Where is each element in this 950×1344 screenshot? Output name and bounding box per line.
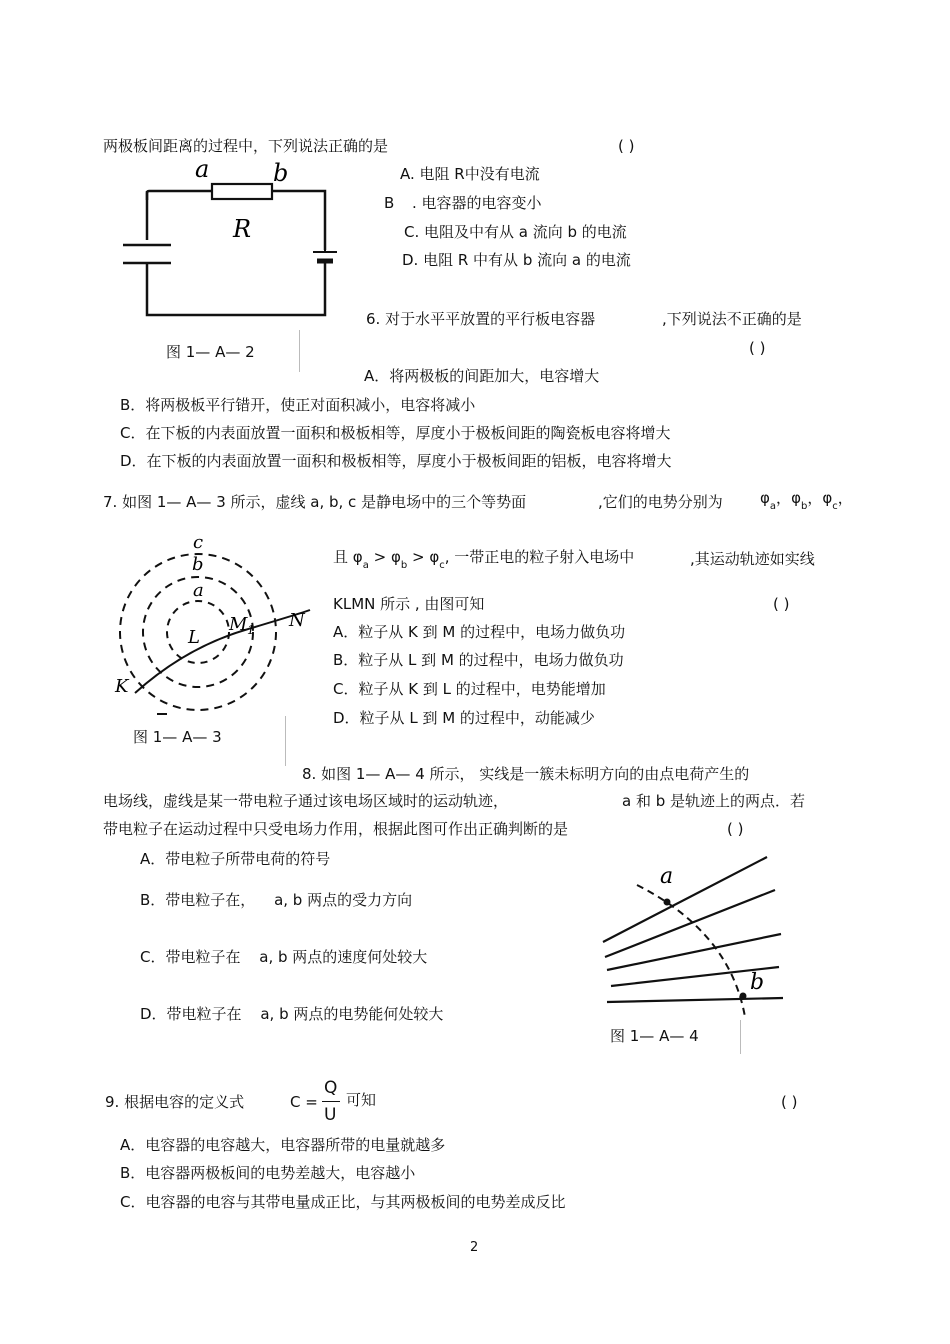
figure-1-a-3 xyxy=(105,530,320,720)
q9-numerator: Q xyxy=(324,1078,338,1098)
figure-1-a-4-caption: 图 1— A— 4 xyxy=(610,1027,699,1045)
q8-answer-paren: ( ) xyxy=(727,820,744,838)
comma: ， xyxy=(837,489,853,507)
field-line-5 xyxy=(607,998,783,1002)
sub-c: c xyxy=(439,560,445,571)
q7-line2-prefix: 且 xyxy=(333,548,353,566)
phi-symbol: φ xyxy=(429,548,440,566)
label-l: L xyxy=(188,627,200,648)
q8-line2b: a 和 b 是轨迹上的两点．若 xyxy=(622,792,806,810)
phi-symbol: φ xyxy=(760,489,770,507)
q8-option-d-ab: a, b xyxy=(260,1005,289,1023)
q8-option-c-post: 两点的速度何处较大 xyxy=(292,948,428,966)
label-m: M xyxy=(229,614,248,635)
q8-line3: 带电粒子在运动过程中只受电场力作用，根据此图可作出正确判断的是 xyxy=(103,820,569,838)
divider xyxy=(285,716,286,766)
fraction-bar xyxy=(322,1101,340,1102)
q7-option-d: D．粒子从 L 到 M 的过程中，动能减少 xyxy=(333,709,595,727)
label-a: a xyxy=(193,580,204,601)
q8-option-b-post: 两点的受力方向 xyxy=(307,891,413,909)
figure-1-a-2-caption: 图 1— A— 2 xyxy=(166,343,255,361)
q7-option-a: A．粒子从 K 到 M 的过程中，电场力做负功 xyxy=(333,623,626,641)
figure-1-a-4 xyxy=(595,852,795,1027)
q6-answer-paren: ( ) xyxy=(749,339,766,357)
q9-answer-paren: ( ) xyxy=(781,1093,798,1111)
q6-option-d: D．在下板的内表面放置一面积和极板相等，厚度小于极板间距的铝板，电容将增大 xyxy=(120,452,672,470)
q7-potentials xyxy=(760,488,853,511)
gt: > xyxy=(368,548,391,566)
q8-option-d-pre: D．带电粒子在 xyxy=(140,1005,242,1023)
figure-label-b: b xyxy=(273,159,289,187)
label-k: K xyxy=(115,676,129,697)
q9-option-c: C．电容器的电容与其带电量成正比，与其两极板间的电势差成反比 xyxy=(120,1193,566,1211)
divider xyxy=(299,330,300,372)
q6-stem: 6. 对于水平平放置的平行板电容器 xyxy=(366,310,596,328)
q8-option-c-ab: a, b xyxy=(259,948,288,966)
q7-line2 xyxy=(333,547,634,570)
field-line-3 xyxy=(607,934,781,970)
q8-option-c-pre: C．带电粒子在 xyxy=(140,948,241,966)
figure-label-r: R xyxy=(233,215,252,243)
q8-line2a: 电场线，虚线是某一带电粒子通过该电场区域时的运动轨迹， xyxy=(103,792,509,810)
q5-option-b-letter: B xyxy=(384,194,395,212)
q7-stem: 7. 如图 1— A— 3 所示，虚线 a, b, c 是静电场中的三个等势面 xyxy=(103,493,527,511)
sub-b: b xyxy=(800,501,808,512)
phi-symbol: φ xyxy=(352,548,363,566)
q9-option-b: B．电容器两极板间的电势差越大，电容越小 xyxy=(120,1164,416,1182)
resistor-r xyxy=(212,184,272,199)
q5-option-c: C. 电阻及中有从 a 流向 b 的电流 xyxy=(404,223,627,241)
label-c: c xyxy=(193,532,204,553)
q8-option-c xyxy=(140,947,427,967)
point-a xyxy=(664,899,671,906)
q6-option-c: C．在下板的内表面放置一面积和极板相等，厚度小于极板间距的陶瓷板电容将增大 xyxy=(120,424,671,442)
sub-a: a xyxy=(362,560,369,571)
q7-line2-tail: , 一带正电的粒子射入电场中 xyxy=(444,548,635,566)
q5-option-a: A. 电阻 R中没有电流 xyxy=(400,165,540,183)
phi-symbol: φ xyxy=(822,489,833,507)
q8-option-b xyxy=(140,890,412,910)
q7-line3: KLMN 所示 , 由图可知 xyxy=(333,595,485,613)
q7-line2-tail2: ,其运动轨迹如实线 xyxy=(690,550,815,568)
q9-stem: 9. 根据电容的定义式 xyxy=(105,1093,245,1111)
q7-option-c: C．粒子从 K 到 L 的过程中，电势能增加 xyxy=(333,680,606,698)
page-number: 2 xyxy=(470,1240,479,1255)
gt: > xyxy=(407,548,430,566)
q8-option-d-post: 两点的电势能何处较大 xyxy=(293,1005,444,1023)
q9-stem-tail: 可知 xyxy=(346,1091,377,1109)
label-a: a xyxy=(660,864,674,889)
label-n: N xyxy=(289,610,305,631)
point-b xyxy=(740,993,747,1000)
q8-option-b-pre: B．带电粒子在， xyxy=(140,891,256,909)
trajectory-dashed xyxy=(637,885,745,1017)
sub-a: a xyxy=(769,501,777,512)
figure-label-a: a xyxy=(195,155,210,183)
q8-stem: 8. 如图 1— A— 4 所示， 实线是一簇未标明方向的由点电荷产生的 xyxy=(302,765,750,783)
q8-option-a: A．带电粒子所带电荷的符号 xyxy=(140,850,331,868)
comma: ， xyxy=(807,489,823,507)
q9-formula-lhs: C = xyxy=(290,1093,318,1111)
label-m-sub: 1 xyxy=(247,623,255,637)
q7-answer-paren: ( ) xyxy=(773,595,790,613)
label-b: b xyxy=(750,970,765,995)
comma: ， xyxy=(776,489,792,507)
label-b: b xyxy=(192,554,204,575)
q8-option-d xyxy=(140,1004,443,1024)
q6-option-b: B．将两极板平行错开，使正对面积减小，电容将减小 xyxy=(120,396,476,414)
phi-symbol: φ xyxy=(791,489,801,507)
q5-stem: 两极板间距离的过程中，下列说法正确的是 xyxy=(103,137,389,155)
q8-option-b-ab: a, b xyxy=(274,891,303,909)
q9-option-a: A．电容器的电容越大，电容器所带的电量就越多 xyxy=(120,1136,446,1154)
phi-symbol: φ xyxy=(390,548,401,566)
q5-option-d: D. 电阻 R 中有从 b 流向 a 的电流 xyxy=(402,251,631,269)
field-line-1 xyxy=(603,857,767,942)
divider xyxy=(740,1020,741,1054)
q6-stem-tail: ,下列说法不正确的是 xyxy=(662,310,802,328)
sub-b: b xyxy=(400,560,408,571)
q9-denominator: U xyxy=(324,1105,337,1125)
q7-stem-tail: ,它们的电势分别为 xyxy=(598,493,723,511)
q5-option-b: . 电容器的电容变小 xyxy=(412,194,542,212)
q6-option-a: A．将两极板的间距加大，电容增大 xyxy=(364,367,600,385)
q7-option-b: B．粒子从 L 到 M 的过程中，电场力做负功 xyxy=(333,651,624,669)
sub-c: c xyxy=(832,501,838,512)
figure-1-a-2 xyxy=(115,155,345,325)
q5-answer-paren: ( ) xyxy=(618,137,635,155)
field-line-2 xyxy=(605,890,775,957)
figure-1-a-3-caption: 图 1— A— 3 xyxy=(133,728,222,746)
